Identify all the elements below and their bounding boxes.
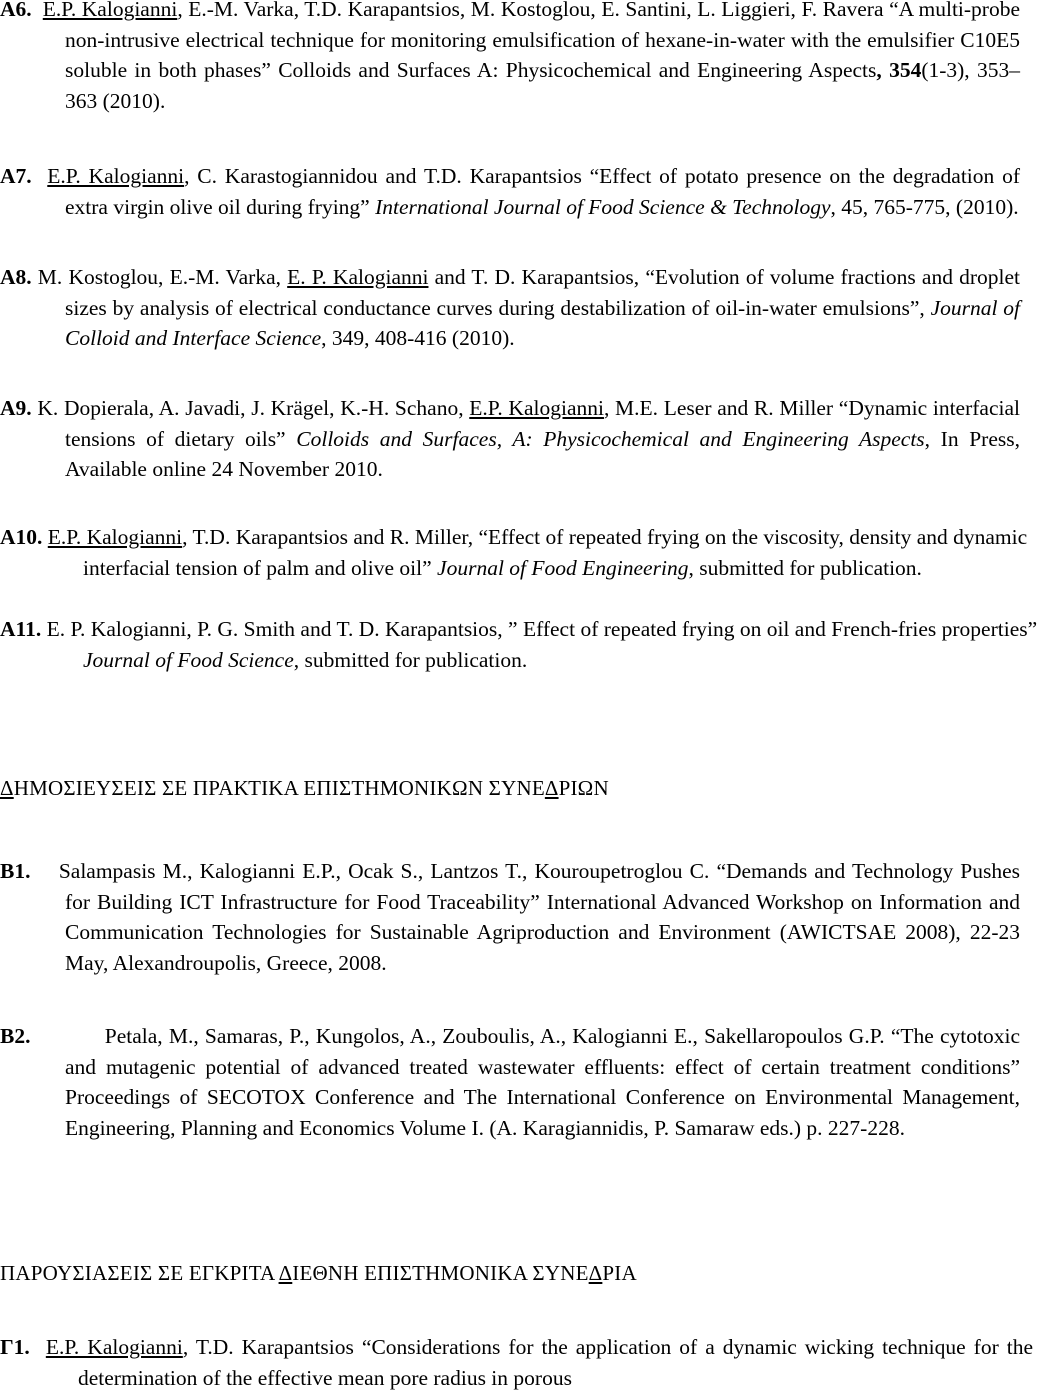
citation-details: , In Press, Available online 24 November 2010. — [65, 426, 1020, 481]
reference-label: A11. — [0, 617, 42, 641]
reference-label: A9. — [0, 396, 32, 420]
authors: and T. D. Karapantsios, — [428, 265, 640, 289]
reference-text: Petala, M., Samaras, P., Kungolos, A., Zouboulis, A., Kalogianni E., Sakellaropoulos G.P. “The cytotoxic and mutagenic potential of advanced treated wastewater effluents: effect of certain treatment conditions” Proceedings of SECOTOX Conference and The International Conference on Environmental Management, Engineering, Planning and Economics Volume I. (A. Karagiannidis, P. Samaraw eds.) p. 227-228. — [65, 1024, 1021, 1140]
authors: E. P. Kalogianni, P. G. Smith and T. D. Karapantsios, — [41, 617, 503, 641]
authors: , M.E. Leser and R. Miller — [603, 396, 834, 420]
journal-name: Journal of Colloid and Interface Science — [65, 295, 1020, 350]
article-title: “Effect of potato presence on the degradation of extra virgin olive oil during frying” — [65, 164, 1020, 219]
authors: , T.D. Karapantsios — [182, 1335, 354, 1359]
section-heading-conference-proceedings — [0, 773, 609, 804]
journal-name: Colloids and Surfaces, A: Physicochemical and Engineering Aspects — [296, 426, 925, 451]
reference-a7 — [0, 161, 1020, 222]
authors: , T.D. Karapantsios and R. Miller, — [182, 525, 474, 549]
section-heading-text: ΠΑΡΟΥΣΙΑΣΕΙΣ ΣΕ ΕΓΚΡΙΤΑ ΔΙΕΘΝΗ ΕΠΙΣΤΗΜΟΝΙΚΑ ΣΥΝΕΔΡΙΑ — [0, 1261, 637, 1285]
reference-text: Salampasis M., Kalogianni E.P., Ocak S., Lantzos T., Kouroupetroglou C. “Demands and Technology Pushes for Building ICT Infrastructure for Food Traceability” International Advanced Workshop on Information and Communication Technologies for Sustainable Agriproduction and Environment (AWICTSAE 2008), 22-23 May, Alexandroupolis, Greece, 2008. — [58, 859, 1021, 975]
authors: K. Dopierala, A. Javadi, J. Krägel, K.-H. Schano, — [31, 396, 470, 420]
article-title: “A multi-probe non-intrusive electrical technique for monitoring emulsification of hexane-in-water with the emulsifier C10E5 soluble in both phases” — [65, 0, 1021, 82]
author-highlight: E.P. Kalogianni — [47, 525, 183, 549]
article-title: “Dynamic interfacial tensions of dietary oils” — [65, 396, 1020, 451]
author-highlight: E.P. Kalogianni — [45, 1335, 183, 1359]
journal-name: International Journal of Food Science & Technology — [375, 194, 831, 219]
citation-details: , 349, 408-416 (2010). — [321, 326, 515, 350]
reference-label: B2. — [0, 1024, 31, 1048]
journal-name: Journal of Food Science — [83, 647, 294, 672]
reference-label: A8. — [0, 265, 32, 289]
reference-a11 — [0, 614, 1038, 675]
section-heading-text: ΔΗΜΟΣΙΕΥΣΕΙΣ ΣΕ ΠΡΑΚΤΙΚΑ ΕΠΙΣΤΗΜΟΝΙΚΩΝ ΣΥΝΕΔΡΙΩΝ — [0, 776, 609, 800]
citation-details: , submitted for publication. — [688, 555, 922, 580]
authors: , C. Karastogiannidou and T.D. Karapantsios — [184, 164, 582, 188]
authors: M. Kostoglou, E.-M. Varka, — [31, 265, 288, 289]
article-title: ” Effect of repeated frying on oil and French-fries properties” — [502, 617, 1038, 641]
reference-label: A10. — [0, 525, 43, 549]
reference-text: “Considerations for the application of a dynamic wicking technique for the determination of the effective mean pore radius in porous — [78, 1335, 1033, 1390]
article-title: “Effect of repeated frying on the viscosity, density and dynamic interfacial tension of palm and olive oil” — [83, 525, 1028, 580]
reference-label: A7. — [0, 164, 32, 188]
reference-label: B1. — [0, 859, 31, 883]
section-heading-international-conferences — [0, 1258, 637, 1289]
journal-name: Colloids and Surfaces A: Physicochemical and Engineering Aspects — [278, 58, 877, 82]
reference-a9 — [0, 393, 1020, 485]
author-highlight: E.P. Kalogianni — [47, 164, 185, 188]
reference-a10 — [0, 522, 1038, 583]
author-highlight: E.P. Kalogianni — [469, 396, 604, 420]
citation-details: , submitted for publication. — [293, 647, 528, 672]
reference-a6 — [0, 0, 1020, 116]
reference-b1 — [0, 856, 1020, 978]
reference-b2 — [0, 1021, 1020, 1143]
reference-label: Γ1. — [0, 1335, 30, 1359]
article-title: “Evolution of volume fractions and droplet sizes by analysis of electrical conductance curves during destabilization of oil-in-water emulsions”, — [65, 265, 1020, 320]
citation-details: (1-3), 353–363 (2010). — [65, 58, 1021, 113]
journal-name: Journal of Food Engineering — [437, 555, 689, 580]
author-highlight: E. P. Kalogianni — [287, 265, 429, 289]
authors: , E.-M. Varka, T.D. Karapantsios, M. Kostoglou, E. Santini, L. Liggieri, F. Ravera — [177, 0, 884, 21]
author-highlight: E.P. Kalogianni — [42, 0, 178, 21]
reference-g1 — [0, 1332, 1033, 1393]
citation-details: , 45, 765-775, (2010). — [830, 194, 1019, 219]
volume: , 354 — [876, 58, 922, 82]
reference-a8 — [0, 262, 1020, 354]
reference-label: A6. — [0, 0, 32, 21]
